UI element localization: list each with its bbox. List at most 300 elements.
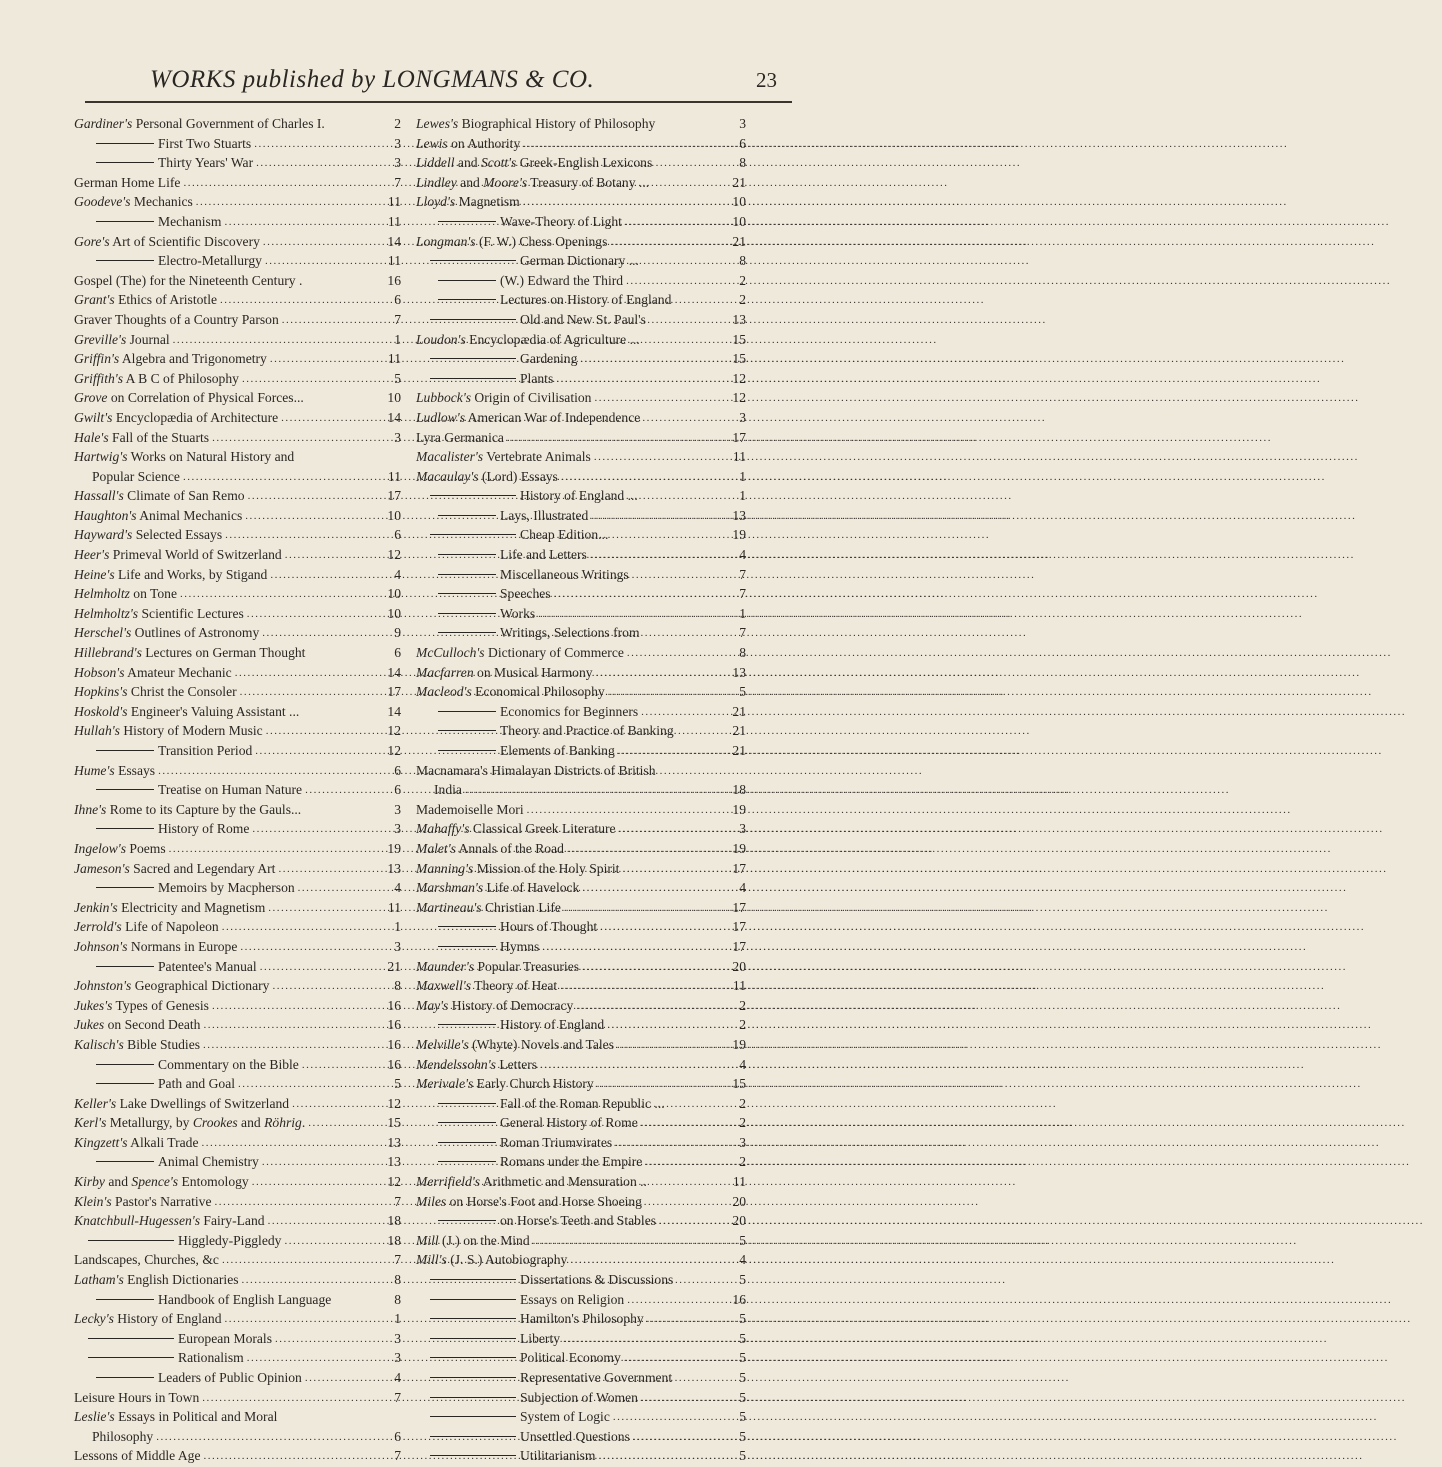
entry-author: Hassall's: [74, 488, 124, 504]
page-ref: 2: [739, 1095, 746, 1111]
catalogue-entry: [416, 1231, 746, 1251]
entry-text: Lessons of Middle Age: [74, 1448, 201, 1464]
entry-author: Heine's: [74, 566, 115, 582]
page-ref: 2: [739, 292, 746, 308]
catalogue-entry: [74, 388, 401, 408]
catalogue-entry: [74, 330, 401, 350]
entry-author: Macaulay's: [416, 468, 479, 484]
catalogue-entry: [416, 702, 746, 722]
entry-title: [416, 232, 607, 252]
entry-text: Classical Greek Literature: [469, 821, 616, 837]
catalogue-entry: [416, 741, 746, 761]
page-ref: 16: [387, 997, 401, 1013]
catalogue-entry: [74, 1407, 401, 1427]
entry-title: [158, 1368, 302, 1388]
ditto-rule: [438, 926, 496, 927]
entry-text: Plants: [520, 370, 554, 386]
entry-text: Climate of San Remo: [123, 488, 245, 504]
entry-title: [74, 506, 242, 526]
page-ref: 13: [732, 664, 746, 680]
entry-title: [416, 643, 624, 663]
leader-dots: [594, 448, 721, 468]
entry-text: Biographical History of Philosophy: [458, 116, 656, 131]
leader-dots: [626, 272, 721, 292]
entry-title: [74, 173, 180, 193]
catalogue-entry: [416, 232, 746, 252]
page-ref: 5: [394, 370, 401, 386]
catalogue-entry: [74, 408, 401, 428]
entry-text: Life and Works, by Stigand: [114, 566, 268, 582]
ditto-rule: [88, 1240, 174, 1241]
catalogue-entry: [416, 251, 746, 271]
entry-author: McCulloch's: [416, 645, 485, 661]
catalogue-entry: [74, 1192, 401, 1212]
entry-title: [500, 1113, 638, 1133]
entry-title: [74, 1035, 200, 1055]
entry-text: (J. S.) Autobiography: [446, 1252, 568, 1268]
leader-dots: [212, 429, 376, 449]
entry-author: Hale's: [74, 429, 109, 445]
leader-dots: [262, 1153, 376, 1173]
entry-title: [500, 1211, 656, 1231]
entry-author: Martineau's: [416, 899, 482, 915]
entry-text: Letters: [495, 1056, 538, 1072]
catalogue-entry: [416, 780, 746, 800]
entry-title: [416, 663, 593, 683]
leader-dots: [222, 918, 376, 938]
catalogue-entry: [416, 1407, 746, 1427]
page-ref: 2: [739, 997, 746, 1013]
page-header: [0, 0, 800, 104]
catalogue-entry: [74, 780, 401, 800]
entry-title: [158, 957, 257, 977]
entry-author: Loudon's: [416, 331, 466, 347]
page-ref: 21: [387, 958, 401, 974]
entry-title: [500, 721, 674, 741]
entry-author: Grove: [74, 390, 108, 406]
catalogue-entry: [74, 1348, 401, 1368]
page-ref: 7: [739, 586, 746, 602]
page-ref: 5: [739, 1428, 746, 1444]
leader-dots: [619, 820, 721, 840]
leader-dots: [235, 664, 376, 684]
leader-dots: [659, 1212, 721, 1232]
entry-text: History of England ...: [520, 488, 638, 504]
page-ref: 2: [739, 272, 746, 288]
ditto-rule: [430, 1338, 516, 1339]
page-ref: 8: [394, 1272, 401, 1288]
entry-title: [158, 819, 249, 839]
entry-author: Ingelow's: [74, 840, 126, 856]
entry-title: [520, 1427, 630, 1447]
ditto-rule: [430, 1279, 516, 1280]
entry-text: Normans in Europe: [127, 938, 238, 954]
ditto-rule: [438, 299, 496, 300]
catalogue-entry: [416, 1290, 746, 1310]
entry-title: [500, 271, 623, 291]
catalogue-entry: [74, 1074, 401, 1094]
entry-text: Hamilton's Philosophy: [520, 1311, 644, 1327]
page-ref: 18: [387, 1232, 401, 1248]
catalogue-entry: [416, 1133, 746, 1153]
entry-text: Political Economy: [520, 1350, 621, 1366]
leader-dots: [242, 1271, 376, 1291]
entry-text: History of Rome: [158, 821, 250, 837]
ditto-rule: [96, 260, 154, 261]
entry-title: [74, 114, 325, 134]
leader-dots: [582, 879, 721, 899]
entry-text: Essays in Political and Moral: [114, 1409, 278, 1425]
catalogue-entry: [74, 741, 401, 761]
ditto-rule: [96, 162, 154, 163]
ditto-rule: [96, 1161, 154, 1162]
entry-text: Economics for Beginners: [500, 703, 639, 719]
entry-author: Macleod's: [416, 684, 472, 700]
catalogue-entry: [74, 310, 401, 330]
catalogue-entry: [416, 1309, 746, 1329]
catalogue-entry: [74, 937, 401, 957]
leader-dots: [570, 1251, 721, 1271]
page-ref: 3: [394, 1350, 401, 1366]
page-number: 23: [756, 68, 777, 92]
entry-author: Malet's: [416, 840, 456, 856]
ditto-rule: [96, 1377, 154, 1378]
entry-title: [500, 937, 539, 957]
entry-author: Gore's: [74, 233, 110, 249]
leader-dots: [556, 370, 721, 390]
entry-title: [74, 898, 265, 918]
entry-text: Annals of the Road: [455, 840, 564, 856]
page-ref: 2: [739, 1017, 746, 1033]
entry-author: Merrifield's: [416, 1174, 481, 1190]
leader-dots: [203, 1036, 376, 1056]
catalogue-entry: [416, 192, 746, 212]
entry-author: Ihne's: [74, 801, 107, 817]
entry-title: [416, 761, 656, 781]
entry-text: Animal Chemistry: [158, 1154, 259, 1170]
entry-text: Lectures on History of England: [500, 292, 672, 308]
page-ref: 5: [739, 1311, 746, 1327]
catalogue-entry: [416, 957, 746, 977]
entry-title: [500, 1094, 665, 1114]
page-ref: 19: [732, 840, 746, 856]
catalogue-entry: [74, 1211, 401, 1231]
entry-author: Jukes's: [74, 997, 113, 1013]
entry-text: Works on Natural History and: [127, 449, 295, 465]
entry-title: [520, 1407, 610, 1427]
entry-text: Hymns: [500, 938, 540, 954]
entry-title: [416, 1192, 642, 1212]
entry-author: Röhrig: [264, 1115, 302, 1131]
catalogue-entry: [74, 898, 401, 918]
leader-dots: [627, 644, 721, 664]
ditto-rule: [438, 1220, 496, 1221]
page-ref: 19: [732, 801, 746, 817]
entry-text: Handbook of English Language: [158, 1291, 332, 1307]
catalogue-entry: [416, 428, 746, 448]
entry-title: [416, 173, 649, 193]
entry-author: Jameson's: [74, 860, 130, 876]
entry-author: Merivale's: [416, 1076, 474, 1092]
page-ref: 16: [732, 1291, 746, 1307]
page-ref: 11: [387, 468, 401, 484]
leader-dots: [265, 252, 376, 272]
entry-text: Life and Letters: [500, 547, 587, 563]
entry-title: [158, 741, 252, 761]
leader-dots: [284, 1232, 376, 1252]
entry-author: Kerl's: [74, 1115, 107, 1131]
catalogue-entry: [74, 134, 401, 154]
leader-dots: [224, 213, 376, 233]
page-ref: 5: [739, 1370, 746, 1385]
ditto-rule: [430, 1455, 516, 1456]
entry-author: Hayward's: [74, 527, 133, 543]
entry-text: Amateur Mechanic: [124, 664, 232, 680]
leader-dots: [610, 233, 721, 253]
leader-dots: [183, 468, 376, 488]
catalogue-entry: [416, 1427, 746, 1447]
entry-text: Types of Genesis: [112, 997, 209, 1013]
entry-author: Haughton's: [74, 507, 137, 523]
ditto-rule: [438, 946, 496, 947]
page-ref: 5: [739, 1409, 746, 1425]
entry-title: [74, 525, 222, 545]
catalogue-entry: [416, 545, 746, 565]
leader-dots: [590, 546, 721, 566]
page-ref: 17: [732, 429, 746, 445]
entry-title: [74, 349, 267, 369]
entry-text: Patentee's Manual: [158, 958, 257, 974]
entry-text: Higgledy-Piggledy: [178, 1232, 282, 1248]
entry-text: Lake Dwellings of Switzerland: [116, 1095, 290, 1111]
catalogue-entry: [74, 1172, 401, 1192]
leader-dots: [523, 193, 721, 213]
entry-text: on Musical Harmony: [473, 664, 593, 680]
leader-dots: [627, 1291, 721, 1311]
entry-title: [416, 996, 573, 1016]
catalogue-entry: [416, 212, 746, 232]
entry-text: Dissertations & Discussions: [520, 1272, 674, 1288]
entry-author: Moore's: [483, 174, 528, 190]
entry-author: Marshman's: [416, 880, 484, 896]
entry-title: [74, 1407, 277, 1427]
entry-title: [416, 682, 605, 702]
leader-dots: [158, 762, 376, 782]
catalogue-entry: [416, 1172, 746, 1192]
leader-dots: [507, 429, 721, 449]
entry-title: [158, 1074, 235, 1094]
ditto-rule: [438, 1122, 496, 1123]
entry-title: [74, 1133, 199, 1153]
entry-title: [416, 467, 558, 487]
entry-title: [74, 584, 177, 604]
leader-dots: [282, 311, 376, 331]
entry-title: [158, 134, 251, 154]
entry-author: Mendelssohn's: [416, 1056, 496, 1072]
catalogue-entry: [416, 663, 746, 683]
catalogue-entry: [74, 761, 401, 781]
page-ref: 5: [739, 1448, 746, 1464]
entry-text: Origin of Civilisation: [471, 390, 592, 406]
entry-title: [178, 1231, 281, 1251]
entry-text: Bible Studies: [123, 1036, 201, 1052]
leader-dots: [622, 860, 721, 880]
entry-author: Latham's: [74, 1272, 124, 1288]
entry-title: [74, 545, 282, 565]
leader-dots: [465, 781, 721, 801]
catalogue-entry: [74, 173, 401, 193]
page-ref: 17: [732, 919, 746, 935]
entry-title: [158, 1055, 299, 1075]
entry-text: Theory of Heat: [471, 978, 558, 994]
entry-author: Manning's: [416, 860, 474, 876]
catalogue-entry: [74, 232, 401, 252]
entry-title: [416, 388, 591, 408]
ditto-rule: [438, 1161, 496, 1162]
entry-author: Keller's: [74, 1095, 117, 1111]
catalogue-entry: [74, 486, 401, 506]
entry-text: Encyclopædia of Architecture: [112, 409, 279, 425]
entry-text: History of England: [113, 1311, 222, 1327]
catalogue-entry: [74, 859, 401, 879]
catalogue-entry: [74, 251, 401, 271]
entry-author: Lubbock's: [416, 390, 472, 406]
leader-dots: [268, 899, 376, 919]
catalogue-entry: [74, 976, 401, 996]
leader-dots: [196, 193, 376, 213]
entry-title: [500, 702, 638, 722]
catalogue-entry: [416, 310, 746, 330]
page-ref: 12: [732, 370, 746, 386]
entry-text: European Morals: [178, 1330, 272, 1346]
catalogue-entry: [416, 996, 746, 1016]
catalogue-entry: [74, 1388, 401, 1408]
leader-dots: [641, 1114, 721, 1134]
leader-dots: [285, 546, 376, 566]
catalogue-entry: [416, 682, 746, 702]
catalogue-entry: [74, 1094, 401, 1114]
page-ref: 5: [739, 1330, 746, 1346]
entry-author: Hobson's: [74, 664, 125, 680]
entry-text: (F. W.) Chess Openings: [475, 233, 608, 249]
leader-dots: [540, 1056, 721, 1076]
leader-dots: [203, 1016, 376, 1036]
entry-title: [158, 780, 302, 800]
page-ref: 7: [739, 625, 746, 641]
entry-text: Wave-Theory of Light: [500, 213, 622, 229]
entry-title: [74, 192, 193, 212]
page-ref: 4: [394, 1370, 401, 1385]
entry-title: [74, 937, 237, 957]
entry-title: [416, 192, 520, 212]
entry-text: Gardening: [520, 351, 578, 367]
catalogue-entry: [74, 369, 401, 389]
entry-text: Algebra and Trigonometry: [119, 351, 267, 367]
page-ref: 10: [387, 390, 401, 406]
entry-author: Mill: [416, 1232, 439, 1248]
catalogue-entry: [74, 1290, 401, 1310]
entry-text: Metallurgy, by: [106, 1115, 193, 1131]
entry-text: Theory and Practice of Banking: [500, 723, 674, 739]
entry-title: [74, 623, 259, 643]
leader-dots: [563, 1330, 721, 1350]
entry-text: General History of Rome: [500, 1115, 638, 1131]
catalogue-entry: [74, 1368, 401, 1388]
leader-dots: [561, 468, 721, 488]
entry-title: [520, 525, 608, 545]
entry-title: [74, 486, 245, 506]
leader-dots: [204, 1447, 377, 1467]
page-ref: 3: [394, 821, 401, 837]
leader-dots: [641, 1389, 721, 1409]
page-ref: 16: [387, 1056, 401, 1072]
entry-text: India: [434, 782, 462, 798]
entry-author: Melville's: [416, 1036, 469, 1052]
entry-title: [74, 976, 269, 996]
entry-text: Hours of Thought: [500, 919, 598, 935]
ditto-rule: [96, 828, 154, 829]
entry-author: Lecky's: [74, 1311, 114, 1327]
page-ref: 3: [394, 1330, 401, 1346]
entry-title: [416, 1035, 614, 1055]
entry-title: [416, 839, 564, 859]
catalogue-entry: [416, 349, 746, 369]
catalogue-entry: [416, 1368, 746, 1388]
catalogue-entry: [74, 467, 401, 487]
catalogue-entry: [74, 663, 401, 683]
entry-author: Hoskold's: [74, 703, 128, 719]
leader-dots: [260, 958, 376, 978]
entry-text: Electro-Metallurgy: [158, 253, 262, 269]
leader-dots: [560, 977, 721, 997]
leader-dots: [247, 1349, 376, 1369]
ditto-rule: [430, 260, 516, 261]
entry-title: [416, 957, 579, 977]
entry-title: [74, 447, 294, 467]
page-ref: 13: [732, 507, 746, 523]
catalogue-entry: [416, 623, 746, 643]
page-ref: 19: [732, 1036, 746, 1052]
ditto-rule: [96, 750, 154, 751]
leader-dots: [222, 1251, 376, 1271]
header-rule: [85, 101, 792, 103]
entry-text: System of Logic: [520, 1409, 610, 1425]
catalogue-entry: [74, 349, 401, 369]
entry-text: Romans under the Empire: [500, 1154, 643, 1170]
leader-dots: [183, 174, 376, 194]
leader-dots: [270, 350, 376, 370]
entry-text: on Authority: [447, 135, 521, 151]
entry-title: [74, 800, 301, 820]
catalogue-entry: [416, 1250, 746, 1270]
entry-author: Herschel's: [74, 625, 132, 641]
catalogue-entry: [74, 819, 401, 839]
entry-title: [416, 330, 640, 350]
page-ref: 11: [387, 899, 401, 915]
leader-dots: [248, 487, 376, 507]
leader-dots: [542, 938, 721, 958]
page-ref: 8: [739, 253, 746, 269]
page-ref: 14: [387, 409, 401, 425]
leader-dots: [242, 370, 376, 390]
entry-title: [74, 408, 278, 428]
entry-text: Greek-English Lexicons: [516, 155, 653, 171]
catalogue-entry: [74, 1055, 401, 1075]
entry-title: [416, 780, 462, 800]
entry-text: Representative Government: [520, 1370, 673, 1385]
catalogue-entry: [74, 192, 401, 212]
entry-author: Hullah's: [74, 723, 120, 739]
